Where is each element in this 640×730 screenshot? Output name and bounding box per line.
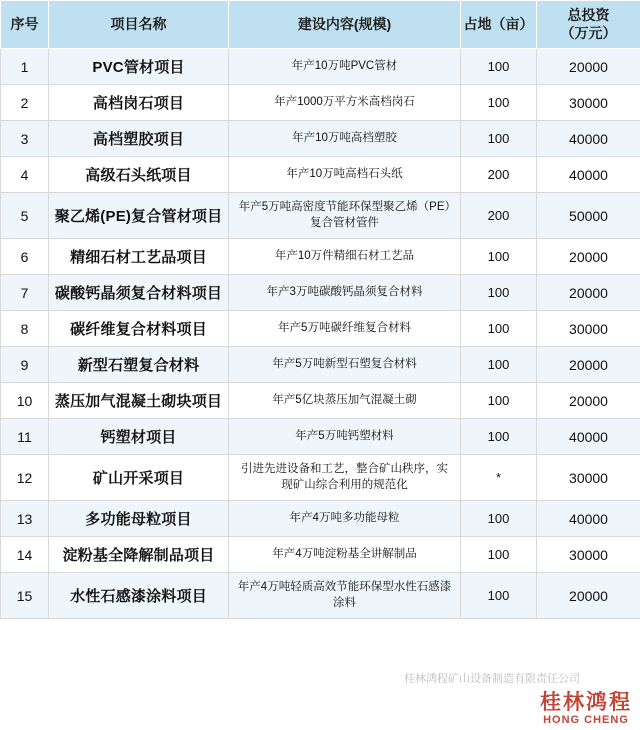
table-row [1,455,640,501]
cell-land-area: 100 [461,85,537,121]
cell-land-area: 100 [461,239,537,275]
table-row [1,573,640,619]
cell-land-area: 100 [461,573,537,619]
cell-index: 14 [1,537,49,573]
table-row [1,157,640,193]
cell-land-area: 100 [461,347,537,383]
cell-land-area: 100 [461,275,537,311]
cell-index: 1 [1,49,49,85]
cell-content-scale: 年产10万件精细石材工艺品 [229,239,461,275]
cell-total-investment: 20000 [537,275,640,311]
table-header-row [1,1,640,49]
cell-project-name: 矿山开采项目 [49,455,229,501]
cell-index: 2 [1,85,49,121]
table-row [1,49,640,85]
cell-index: 12 [1,455,49,501]
column-header-total-investment-line1: 总投资 [567,7,610,23]
cell-project-name: 钙塑材项目 [49,419,229,455]
cell-total-investment: 30000 [537,455,640,501]
column-header-total-investment-line2: （万元） [560,24,617,41]
cell-total-investment: 50000 [537,193,640,239]
cell-total-investment: 30000 [537,85,640,121]
cell-content-scale: 年产4万吨淀粉基全讲解制品 [229,537,461,573]
cell-land-area: 100 [461,501,537,537]
column-header-content-scale: 建设内容(规模) [229,1,461,49]
table-row [1,383,640,419]
table-row [1,419,640,455]
cell-land-area: 100 [461,311,537,347]
cell-index: 9 [1,347,49,383]
cell-project-name: 多功能母粒项目 [49,501,229,537]
table-row [1,193,640,239]
cell-index: 5 [1,193,49,239]
cell-content-scale: 年产5亿块蒸压加气混凝土砌 [229,383,461,419]
cell-land-area: 100 [461,49,537,85]
cell-content-scale: 年产10万吨高档石头纸 [229,157,461,193]
cell-project-name: 精细石材工艺品项目 [49,239,229,275]
cell-index: 11 [1,419,49,455]
cell-content-scale: 年产5万吨碳纤维复合材料 [229,311,461,347]
cell-index: 4 [1,157,49,193]
cell-land-area: 200 [461,193,537,239]
cell-content-scale: 年产5万吨新型石塑复合材料 [229,347,461,383]
cell-content-scale: 年产5万吨高密度节能环保型聚乙烯（PE）复合管材管件 [229,193,461,239]
cell-index: 3 [1,121,49,157]
cell-index: 8 [1,311,49,347]
cell-content-scale: 年产3万吨碳酸钙晶须复合材料 [229,275,461,311]
cell-land-area: 200 [461,157,537,193]
watermark-chinese-text: 桂林鸿程 [540,691,632,714]
cell-project-name: 水性石感漆涂料项目 [49,573,229,619]
cell-land-area: 100 [461,383,537,419]
cell-index: 6 [1,239,49,275]
cell-total-investment: 20000 [537,573,640,619]
table-header [1,1,640,49]
cell-project-name: 新型石塑复合材料 [49,347,229,383]
cell-project-name: 高级石头纸项目 [49,157,229,193]
table-row [1,537,640,573]
cell-project-name: 碳纤维复合材料项目 [49,311,229,347]
watermark-subtitle: 桂林鸿程矿山设备制造有限责任公司 [404,673,580,685]
cell-index: 15 [1,573,49,619]
cell-project-name: 高档塑胶项目 [49,121,229,157]
cell-index: 10 [1,383,49,419]
cell-total-investment: 20000 [537,383,640,419]
cell-total-investment: 20000 [537,49,640,85]
cell-project-name: 淀粉基全降解制品项目 [49,537,229,573]
cell-content-scale: 年产5万吨钙塑材料 [229,419,461,455]
cell-content-scale: 年产4万吨轻质高效节能环保型水性石感漆涂料 [229,573,461,619]
cell-content-scale: 年产10万吨PVC管材 [229,49,461,85]
cell-total-investment: 40000 [537,501,640,537]
watermark [404,673,632,726]
cell-content-scale: 引进先进设备和工艺，整合矿山秩序，实现矿山综合利用的规范化 [229,455,461,501]
cell-total-investment: 40000 [537,157,640,193]
cell-project-name: 碳酸钙晶须复合材料项目 [49,275,229,311]
table-row [1,85,640,121]
cell-total-investment: 20000 [537,347,640,383]
cell-project-name: 高档岗石项目 [49,85,229,121]
cell-project-name: 聚乙烯(PE)复合管材项目 [49,193,229,239]
cell-content-scale: 年产1000万平方米高档岗石 [229,85,461,121]
cell-index: 7 [1,275,49,311]
table-row [1,311,640,347]
column-header-index: 序号 [1,1,49,49]
cell-land-area: * [461,455,537,501]
column-header-total-investment [537,1,640,49]
cell-total-investment: 20000 [537,239,640,275]
column-header-land-area: 占地（亩） [461,1,537,49]
cell-land-area: 100 [461,121,537,157]
table-row [1,275,640,311]
cell-total-investment: 30000 [537,311,640,347]
table-row [1,121,640,157]
table-row [1,501,640,537]
cell-total-investment: 40000 [537,121,640,157]
cell-land-area: 100 [461,419,537,455]
cell-index: 13 [1,501,49,537]
cell-content-scale: 年产10万吨高档塑胶 [229,121,461,157]
table-body [1,49,640,619]
watermark-english-text: HONG CHENG [543,714,629,726]
table-row [1,239,640,275]
cell-land-area: 100 [461,537,537,573]
cell-project-name: 蒸压加气混凝土砌块项目 [49,383,229,419]
column-header-project-name: 项目名称 [49,1,229,49]
table-row [1,347,640,383]
cell-project-name: PVC管材项目 [49,49,229,85]
cell-total-investment: 30000 [537,537,640,573]
cell-total-investment: 40000 [537,419,640,455]
cell-content-scale: 年产4万吨多功能母粒 [229,501,461,537]
